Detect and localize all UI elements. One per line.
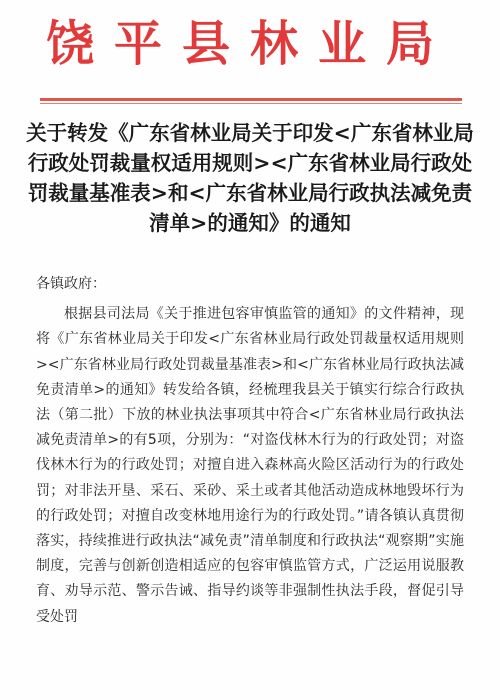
salutation: 各镇政府： <box>36 276 106 292</box>
letterhead-divider-thin <box>40 103 462 104</box>
letterhead-title: 饶平县林业局 <box>45 16 454 72</box>
body-paragraph: 根据县司法局《关于推进包容审慎监管的通知》的文件精神，现将《广东省林业局关于印发<广东省林业局行政处罚裁量权适用规则><广东省林业局行政处罚裁量基准表>和<广东省林业局行政执法减免责清单>的通知》转发给各镇，经梳理我县关于镇实行综合行政执法（第二批）下放的林业执法事项其中符合<广东省林业局行政执法减免责清单>的有5项，分别为：“对盗伐林木行为的行政处罚；对盗伐林木行为的行政处罚；对擅自进入森林高火险区活动行为的行政处罚；对非法开垦、采石、采砂、采土或者其他活动造成林地毁坏行为的行政处罚；对擅自改变林地用途行为的行政处罚。”请各镇认真贯彻落实，持续推进行政执法“减免责”清单制度和行政执法“观察期”实施制度，完善与创新创造相适应的包容审慎监管方式，广泛运用说服教育、劝导示范、警示告诫、指导约谈等非强制性执法手段，督促引导受处罚 <box>36 306 464 625</box>
document-body <box>36 272 464 630</box>
letterhead-divider <box>40 98 462 101</box>
document-title: 关于转发《广东省林业局关于印发<广东省林业局行政处罚裁量权适用规则><广东省林业局行政处罚裁量基准表>和<广东省林业局行政执法减免责清单>的通知》的通知 <box>26 121 474 235</box>
